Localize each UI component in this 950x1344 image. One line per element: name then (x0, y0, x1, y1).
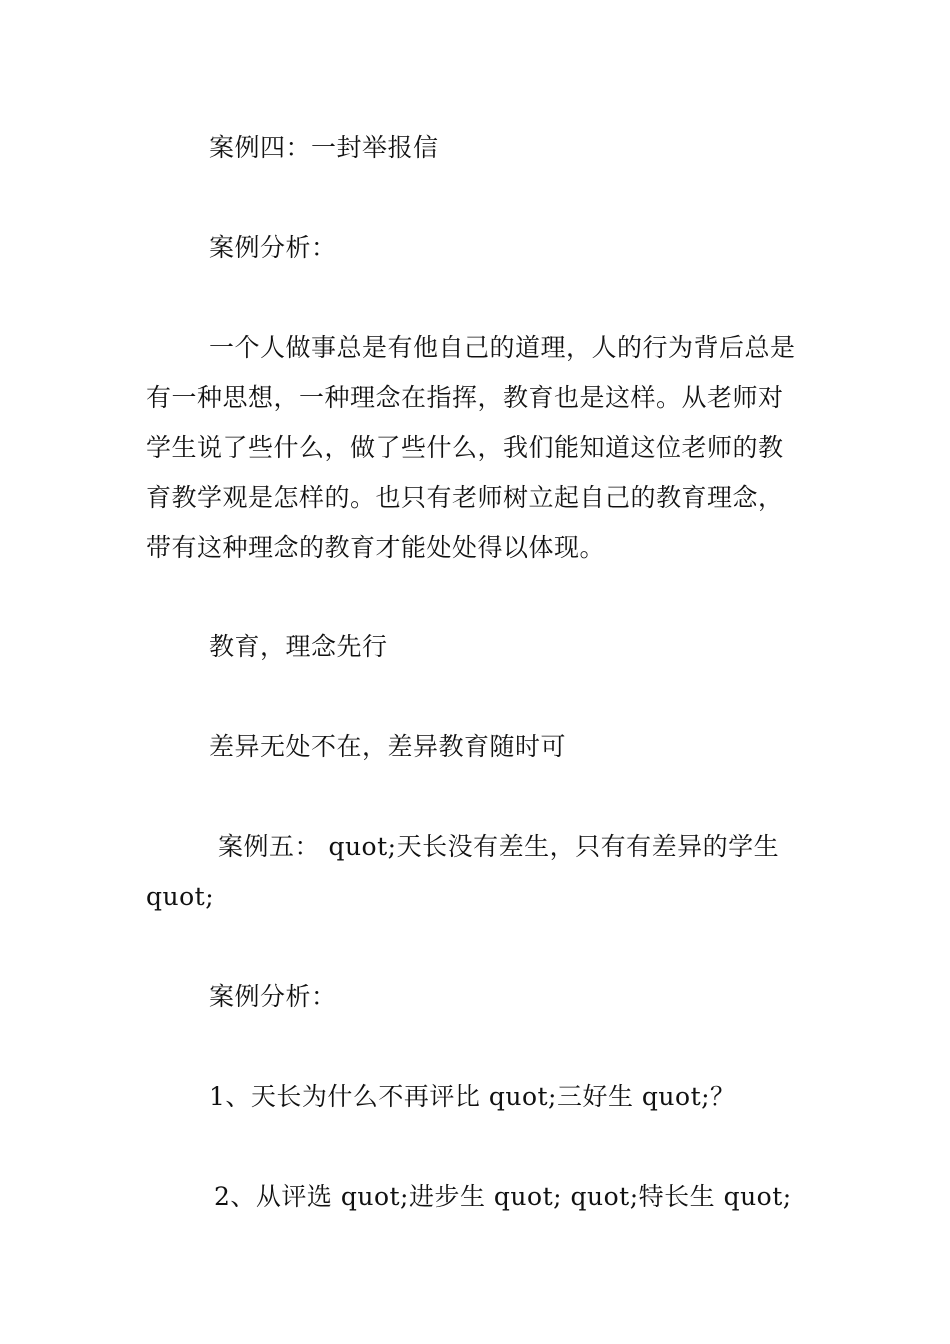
analysis-label: 案例分析： (209, 233, 337, 262)
paragraph-line: 学生说了些什么，做了些什么，我们能知道这位老师的教 (146, 433, 784, 462)
paragraph-line: 一个人做事总是有他自己的道理，人的行为背后总是 (209, 333, 796, 362)
paragraph-line: 带有这种理念的教育才能处处得以体现。 (146, 533, 606, 562)
analysis-label: 案例分析： (209, 982, 337, 1011)
paragraph-line: 育教学观是怎样的。也只有老师树立起自己的教育理念， (146, 483, 784, 512)
case5-heading: 案例五： quot;天长没有差生，只有有差异的学生 (218, 832, 780, 861)
case4-heading: 案例四：一封举报信 (209, 133, 439, 162)
list-item: 2、从评选 quot;进步生 quot; quot;特长生 quot; (214, 1182, 792, 1211)
list-item: 1、天长为什么不再评比 quot;三好生 quot;？ (209, 1082, 736, 1111)
difference-heading: 差异无处不在，差异教育随时可 (209, 732, 567, 761)
paragraph-line: 有一种思想，一种理念在指挥，教育也是这样。从老师对 (146, 383, 784, 412)
idea-heading: 教育，理念先行 (209, 632, 388, 661)
case5-heading-continued: quot; (146, 882, 215, 911)
